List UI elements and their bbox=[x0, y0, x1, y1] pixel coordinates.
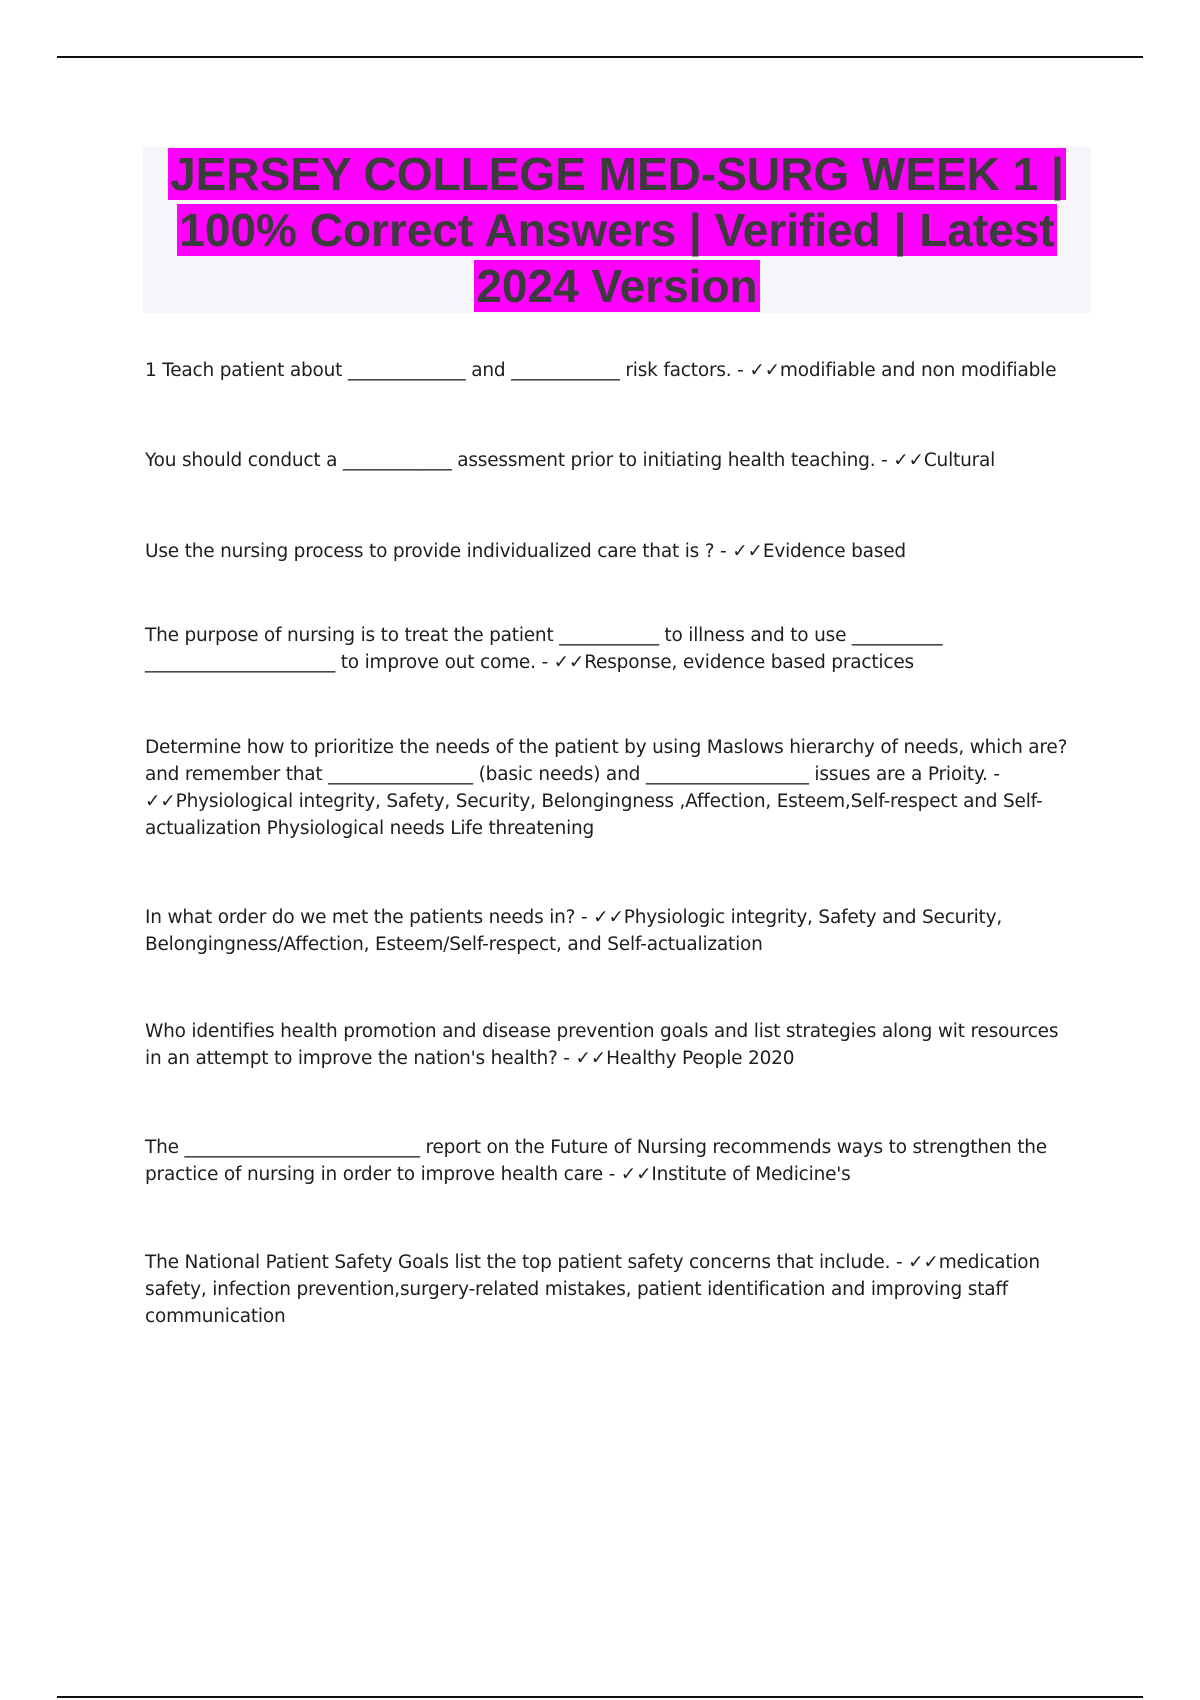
qa-item-7 bbox=[145, 1018, 1075, 1072]
qa-item-9 bbox=[145, 1249, 1075, 1330]
qa-question: The National Patient Safety Goals list the top patient safety concerns that include. - bbox=[145, 1252, 909, 1273]
checkmark-icon: ✓✓ bbox=[553, 652, 585, 673]
qa-item-6 bbox=[145, 904, 1075, 958]
qa-answer: Cultural bbox=[923, 450, 996, 471]
checkmark-icon: ✓✓ bbox=[732, 541, 763, 562]
qa-answer: Healthy People 2020 bbox=[606, 1048, 795, 1069]
title-block bbox=[143, 146, 1091, 313]
qa-question: You should conduct a ____________ assessment prior to initiating health teaching. - bbox=[145, 450, 894, 471]
checkmark-icon: ✓✓ bbox=[620, 1164, 652, 1185]
top-rule bbox=[57, 56, 1143, 58]
checkmark-icon: ✓✓ bbox=[575, 1048, 607, 1069]
qa-answer: Institute of Medicine's bbox=[651, 1164, 851, 1185]
qa-item-2 bbox=[145, 447, 1075, 474]
qa-answer: modifiable and non modifiable bbox=[779, 360, 1057, 381]
checkmark-icon: ✓✓ bbox=[908, 1252, 939, 1273]
title-highlight: JERSEY COLLEGE MED-SURG WEEK 1 | 100% Correct Answers | Verified | Latest 2024 Version bbox=[170, 148, 1064, 312]
qa-question: The purpose of nursing is to treat the patient ___________ to illness and to use __________ _____________________ to improve out come. - bbox=[145, 625, 943, 673]
bottom-rule bbox=[57, 1696, 1143, 1698]
checkmark-icon: ✓✓ bbox=[593, 907, 624, 928]
qa-answer: Physiologic integrity, Safety and Security, Belongingness/Affection, Esteem/Self-respect, and Self-actualization bbox=[145, 907, 1003, 955]
qa-question: Who identifies health promotion and disease prevention goals and list strategies along wit resources in an attempt to improve the nation's health? - bbox=[145, 1021, 1059, 1069]
qa-item-5 bbox=[145, 734, 1075, 842]
qa-answer: Evidence based bbox=[762, 541, 906, 562]
qa-item-1 bbox=[145, 357, 1075, 384]
qa-question: In what order do we met the patients needs in? - bbox=[145, 907, 594, 928]
qa-answer: medication safety, infection prevention,surgery-related mistakes, patient identification and improving staff communication bbox=[145, 1252, 1040, 1327]
qa-item-4 bbox=[145, 622, 1075, 676]
document-title bbox=[143, 146, 1091, 314]
qa-list bbox=[145, 357, 1075, 1330]
checkmark-icon: ✓✓ bbox=[749, 360, 780, 381]
qa-answer: Response, evidence based practices bbox=[584, 652, 914, 673]
checkmark-icon: ✓✓ bbox=[893, 450, 924, 471]
qa-question: The __________________________ report on the Future of Nursing recommends ways to strengthen the practice of nursing in order to improve health care - bbox=[145, 1137, 1047, 1185]
qa-question: Determine how to prioritize the needs of the patient by using Maslows hierarchy of needs, which are? and remember that ________________ (basic needs) and __________________ issues are a Prioity. - bbox=[145, 737, 1068, 785]
checkmark-icon: ✓✓ bbox=[145, 791, 176, 812]
qa-item-3 bbox=[145, 538, 1075, 565]
qa-question: 1 Teach patient about _____________ and ____________ risk factors. - bbox=[145, 360, 750, 381]
qa-question: Use the nursing process to provide individualized care that is ? - bbox=[145, 541, 733, 562]
qa-answer: Physiological integrity, Safety, Security, Belongingness ,Affection, Esteem,Self-respect and Self-actualization Physiological needs Life threatening bbox=[145, 791, 1043, 839]
qa-item-8 bbox=[145, 1134, 1075, 1188]
